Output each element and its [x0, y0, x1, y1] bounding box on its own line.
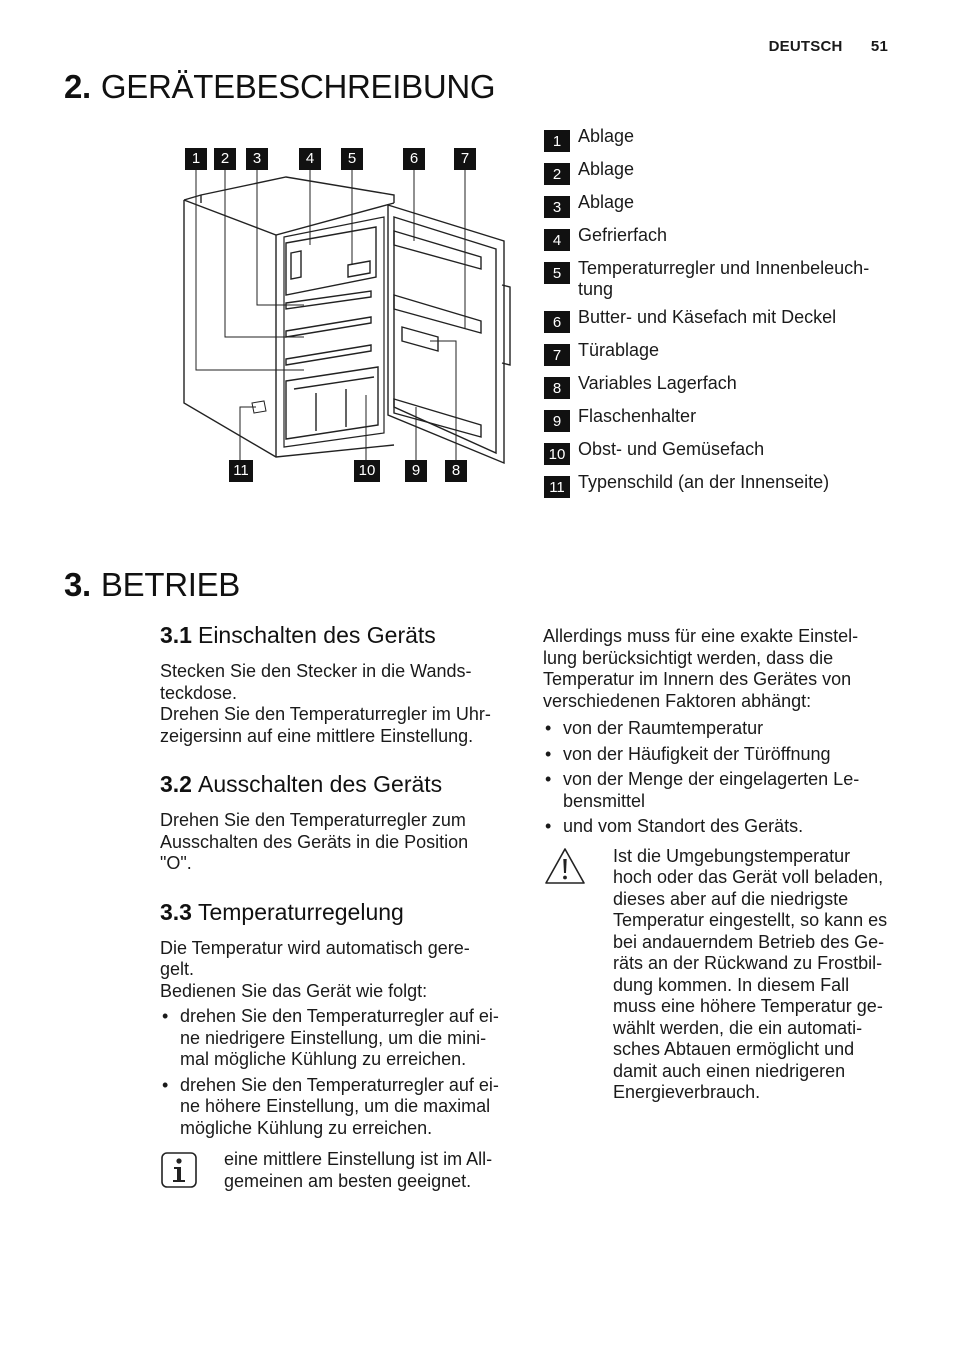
legend-number: 1	[544, 130, 570, 152]
list-item: • von der Häufigkeit der Türöffnung	[543, 744, 899, 766]
diagram-callout-11: 11	[229, 460, 253, 482]
legend-item	[544, 159, 904, 185]
legend-item	[544, 225, 904, 251]
list-item: • und vom Standort des Geräts.	[543, 816, 899, 838]
legend-item	[544, 258, 904, 300]
legend-label: Temperaturregler und Innenbeleuch- tung	[578, 258, 870, 299]
fridge-illustration	[176, 145, 516, 490]
section-3-heading	[64, 566, 240, 604]
legend-item	[544, 307, 904, 333]
legend-item	[544, 340, 904, 366]
legend-item	[544, 439, 904, 465]
subsection-3-2-heading	[160, 771, 516, 798]
diagram-callout-1: 1	[185, 148, 207, 170]
warning-icon	[543, 846, 593, 1104]
language-label: DEUTSCH	[768, 38, 843, 55]
legend-number: 11	[544, 476, 570, 498]
list-item: • von der Menge der eingelagerten Le- bensmittel	[543, 769, 899, 812]
page-header	[769, 38, 888, 55]
diagram-callout-7: 7	[454, 148, 476, 170]
diagram-callout-8: 8	[445, 460, 467, 482]
legend-item	[544, 126, 904, 152]
paragraph: Drehen Sie den Temperaturregler zum Ausschalten des Geräts in die Position "O".	[160, 810, 469, 873]
section-2-heading	[64, 68, 495, 106]
bullet-list	[543, 718, 899, 838]
diagram-callout-9: 9	[405, 460, 427, 482]
diagram-callout-10: 10	[354, 460, 380, 482]
legend-number: 10	[544, 443, 570, 465]
legend-number: 9	[544, 410, 570, 432]
bullet-list	[160, 1006, 516, 1139]
legend-label: Typenschild (an der Innenseite)	[578, 472, 830, 492]
section-3-number: 3.	[64, 566, 91, 603]
legend-label: Flaschenhalter	[578, 406, 697, 426]
subsection-number: 3.2	[160, 771, 192, 797]
diagram-callout-4: 4	[299, 148, 321, 170]
right-column	[543, 626, 899, 1104]
legend-item	[544, 373, 904, 399]
paragraph: Allerdings muss für eine exakte Einstel- lung berücksichtigt werden, dass die Temperatur im Innern des Gerätes von verschiedenen Faktoren abhängt:	[543, 626, 859, 711]
info-note-text: eine mittlere Einstellung ist im All- gemeinen am besten geeignet.	[224, 1149, 493, 1191]
diagram-callout-5: 5	[341, 148, 363, 170]
info-icon	[160, 1149, 210, 1194]
paragraph: Drehen Sie den Temperaturregler im Uhr- zeigersinn auf eine mittlere Einstellung.	[160, 704, 491, 746]
legend-number: 7	[544, 344, 570, 366]
legend-label: Obst- und Gemüsefach	[578, 439, 765, 459]
legend-label: Türablage	[578, 340, 660, 360]
subsection-title: Temperaturregelung	[197, 898, 404, 925]
legend-number: 5	[544, 262, 570, 284]
fridge-diagram	[176, 145, 516, 490]
legend-item	[544, 406, 904, 432]
subsection-number: 3.3	[160, 898, 192, 925]
subsection-3-1-heading	[160, 622, 516, 649]
legend-label: Ablage	[578, 159, 635, 179]
diagram-callout-6: 6	[403, 148, 425, 170]
legend-item	[544, 192, 904, 218]
component-legend	[544, 126, 904, 505]
paragraph: Bedienen Sie das Gerät wie folgt:	[160, 980, 428, 1001]
paragraph: Stecken Sie den Stecker in die Wands- teckdose.	[160, 661, 472, 703]
paragraph: Die Temperatur wird automatisch gere- gelt.	[160, 937, 470, 979]
left-column	[160, 622, 516, 1194]
page-number: 51	[870, 38, 888, 55]
legend-label: Ablage	[578, 126, 635, 146]
legend-number: 4	[544, 229, 570, 251]
subsection-title: Einschalten des Geräts	[197, 622, 436, 648]
subsection-3-3-heading	[160, 899, 516, 926]
diagram-callout-3: 3	[246, 148, 268, 170]
list-item: • von der Raumtemperatur	[543, 718, 899, 740]
legend-number: 2	[544, 163, 570, 185]
legend-label: Ablage	[578, 192, 635, 212]
legend-label: Gefrierfach	[578, 225, 668, 245]
warning-note-text: Ist die Umgebungstemperatur hoch oder das Gerät voll beladen, dieses aber auf die niedrigste Temperatur eingestellt, so kann es bei andauerndem Betrieb des Ge- räts an der Rückwand zu Frostbil- dung kommen. In diesem Fall muss eine höhere Temperatur ge- wählt werden, die ein automati- sches Abtauen ermöglicht und damit auch einen niedrigeren Energieverbrauch.	[613, 845, 888, 1102]
section-2-title: GERÄTEBESCHREIBUNG	[100, 68, 496, 105]
legend-label: Variables Lagerfach	[578, 373, 737, 393]
section-2-number: 2.	[64, 68, 91, 105]
diagram-callout-2: 2	[214, 148, 236, 170]
warning-note	[543, 846, 899, 1104]
info-note	[160, 1149, 516, 1194]
legend-number: 8	[544, 377, 570, 399]
legend-number: 3	[544, 196, 570, 218]
legend-label: Butter- und Käsefach mit Deckel	[578, 307, 837, 327]
list-item: • drehen Sie den Temperaturregler auf ei- ne niedrigere Einstellung, um die mini- mal mögliche Kühlung zu erreichen.	[160, 1006, 516, 1071]
subsection-number: 3.1	[160, 622, 192, 648]
legend-number: 6	[544, 311, 570, 333]
list-item: • drehen Sie den Temperaturregler auf ei- ne höhere Einstellung, um die maximal mögliche Kühlung zu erreichen.	[160, 1075, 516, 1140]
legend-item	[544, 472, 904, 498]
section-3-title: BETRIEB	[100, 566, 241, 603]
subsection-title: Ausschalten des Geräts	[197, 771, 443, 797]
